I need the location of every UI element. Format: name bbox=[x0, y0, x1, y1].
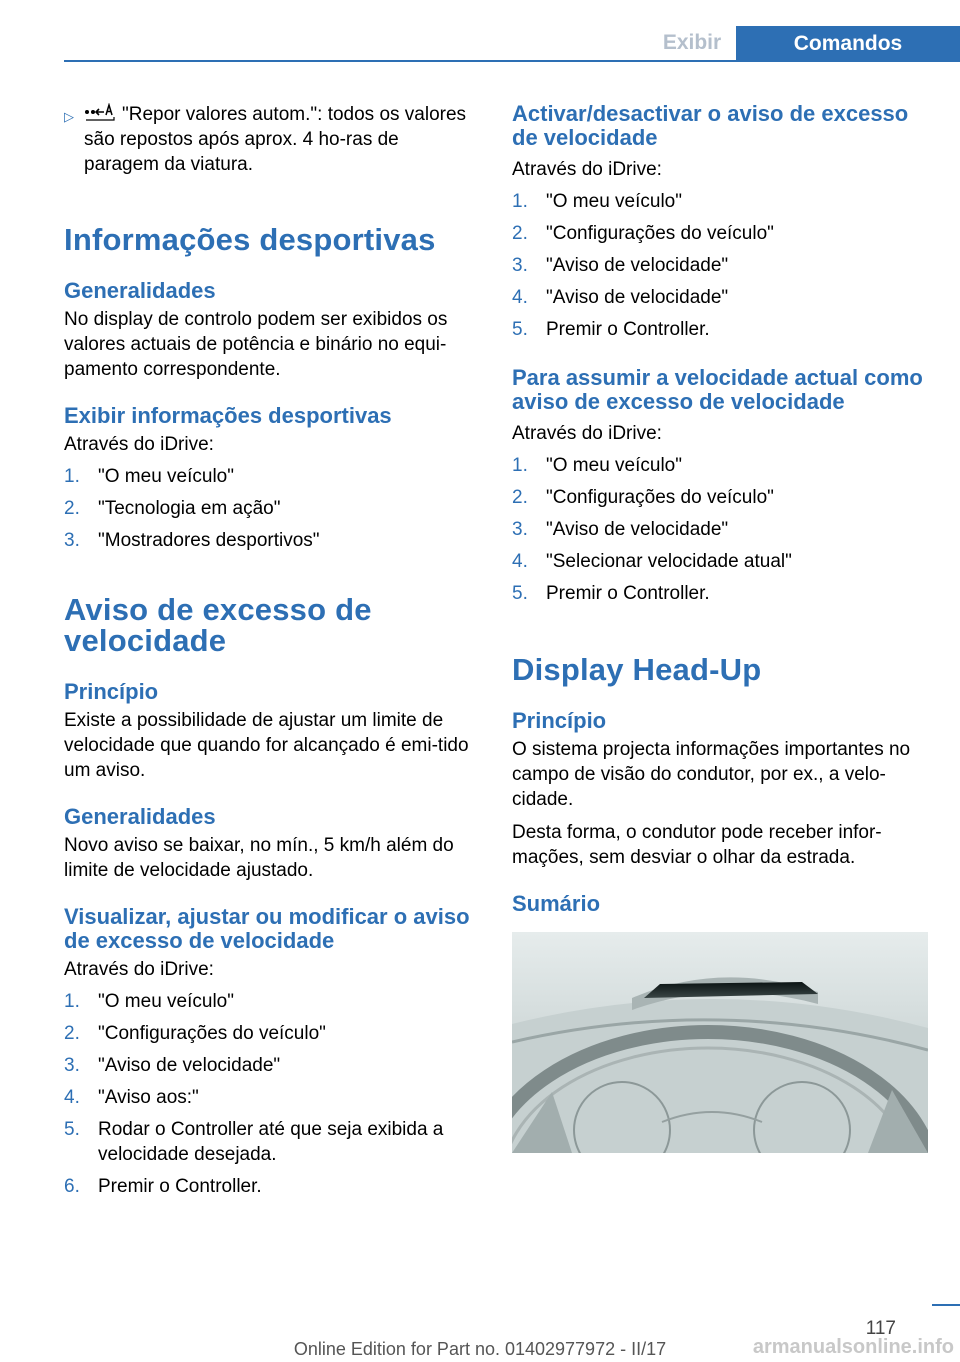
step-text: "Aviso de velocidade" bbox=[546, 287, 729, 308]
step-text: "Mostradores desportivos" bbox=[98, 530, 320, 551]
sports-info-title: Informações desportivas bbox=[64, 222, 436, 257]
show-sports-info-heading: Exibir informações desportivas bbox=[64, 403, 392, 428]
step-text: "O meu veículo" bbox=[546, 191, 682, 212]
triangle-bullet-icon: ▷ bbox=[64, 109, 74, 124]
step-number: 1. bbox=[512, 455, 528, 476]
activate-warning-heading: Activar/desactivar o aviso de excesso de velocidade bbox=[512, 101, 909, 150]
list-item bbox=[64, 1117, 478, 1167]
list-item bbox=[64, 1085, 478, 1110]
list-item bbox=[512, 549, 928, 574]
view-adjust-heading: Visualizar, ajustar ou modificar o aviso de excesso de velocidade bbox=[64, 904, 470, 953]
list-item bbox=[64, 1021, 478, 1046]
header-tab-comandos: Comandos bbox=[736, 26, 960, 62]
step-text: "Aviso de velocidade" bbox=[546, 519, 729, 540]
speed-warning-steps bbox=[64, 989, 478, 1199]
step-number: 2. bbox=[64, 498, 80, 519]
step-number: 1. bbox=[512, 191, 528, 212]
step-number: 3. bbox=[512, 255, 528, 276]
assume-speed-heading: Para assumir a velocidade actual como aviso de excesso de velocidade bbox=[512, 365, 923, 414]
step-number: 2. bbox=[512, 223, 528, 244]
step-number: 3. bbox=[64, 530, 80, 551]
principle-text: Existe a possibilidade de ajustar um limite de velocidade que quando for alcançado é emi-tido um aviso. bbox=[64, 710, 469, 781]
idrive-intro-3: Através do iDrive: bbox=[512, 159, 662, 180]
reset-bullet-text: "Repor valores autom.": todos os valores são repostos após aprox. 4 ho-ras de paragem da viatura. bbox=[84, 104, 467, 175]
page-number: 117 bbox=[865, 1318, 896, 1339]
principle-heading-2: Princípio bbox=[512, 708, 607, 733]
step-text: "O meu veículo" bbox=[98, 466, 234, 487]
reset-bullet-content bbox=[84, 102, 478, 177]
idrive-intro-2: Através do iDrive: bbox=[64, 959, 214, 980]
footer-rule bbox=[932, 1304, 960, 1306]
list-item bbox=[64, 528, 478, 553]
step-text: "Aviso aos:" bbox=[98, 1087, 199, 1108]
header-rule bbox=[64, 60, 960, 62]
general-heading: Generalidades bbox=[64, 278, 216, 303]
list-item bbox=[64, 1174, 478, 1199]
watermark: armanualsonline.info bbox=[752, 1336, 954, 1358]
step-text: "Tecnologia em ação" bbox=[98, 498, 281, 519]
step-number: 2. bbox=[512, 487, 528, 508]
activate-warning-steps bbox=[512, 189, 928, 342]
step-number: 5. bbox=[512, 319, 528, 340]
list-item bbox=[512, 517, 928, 542]
general-text: No display de controlo podem ser exibidos os valores actuais de potência e binário no equi-pamento correspondente. bbox=[64, 309, 448, 380]
edition-text: Online Edition for Part no. 01402977972 - II/17 bbox=[293, 1339, 667, 1359]
auto-reset-icon bbox=[84, 103, 116, 123]
step-number: 4. bbox=[512, 287, 528, 308]
step-number: 2. bbox=[64, 1023, 80, 1044]
step-text: Premir o Controller. bbox=[98, 1176, 262, 1197]
sports-info-steps bbox=[64, 464, 478, 553]
step-text: "Configurações do veículo" bbox=[98, 1023, 326, 1044]
step-text: "Configurações do veículo" bbox=[546, 223, 774, 244]
list-item bbox=[512, 453, 928, 478]
step-number: 4. bbox=[64, 1087, 80, 1108]
step-number: 3. bbox=[64, 1055, 80, 1076]
right-column bbox=[512, 102, 928, 1153]
list-item bbox=[64, 989, 478, 1014]
general-text-2: Novo aviso se baixar, no mín., 5 km/h além do limite de velocidade ajustado. bbox=[64, 835, 454, 881]
list-item bbox=[64, 496, 478, 521]
step-text: "O meu veículo" bbox=[98, 991, 234, 1012]
principle-heading: Princípio bbox=[64, 679, 159, 704]
step-text: Premir o Controller. bbox=[546, 319, 710, 340]
list-item bbox=[512, 253, 928, 278]
general-heading-2: Generalidades bbox=[64, 804, 216, 829]
list-item bbox=[64, 464, 478, 489]
list-item bbox=[512, 581, 928, 606]
hud-principle-text-2: Desta forma, o condutor pode receber infor-mações, sem desviar o olhar da estrada. bbox=[512, 822, 882, 868]
assume-speed-steps bbox=[512, 453, 928, 606]
step-text: "Selecionar velocidade atual" bbox=[546, 551, 792, 572]
hud-principle-text: O sistema projecta informações importantes no campo de visão do condutor, por ex., a velo-cidade. bbox=[512, 739, 911, 810]
step-text: "O meu veículo" bbox=[546, 455, 682, 476]
step-text: "Configurações do veículo" bbox=[546, 487, 774, 508]
summary-heading: Sumário bbox=[512, 891, 601, 916]
head-up-display-illustration bbox=[512, 932, 928, 1153]
reset-bullet bbox=[64, 102, 478, 177]
step-number: 1. bbox=[64, 466, 80, 487]
speed-warning-title: Aviso de excesso de velocidade bbox=[64, 592, 372, 658]
header-tab-exibir: Exibir bbox=[662, 31, 722, 54]
idrive-intro-4: Através do iDrive: bbox=[512, 423, 662, 444]
step-text: Rodar o Controller até que seja exibida a velocidade desejada. bbox=[98, 1119, 444, 1165]
left-column bbox=[64, 102, 478, 1199]
list-item bbox=[512, 285, 928, 310]
list-item bbox=[512, 221, 928, 246]
list-item bbox=[64, 1053, 478, 1078]
list-item bbox=[512, 317, 928, 342]
step-text: Premir o Controller. bbox=[546, 583, 710, 604]
step-number: 1. bbox=[64, 991, 80, 1012]
idrive-intro: Através do iDrive: bbox=[64, 434, 214, 455]
head-up-display-title: Display Head-Up bbox=[512, 652, 762, 687]
list-item bbox=[512, 485, 928, 510]
step-number: 4. bbox=[512, 551, 528, 572]
step-text: "Aviso de velocidade" bbox=[98, 1055, 281, 1076]
step-number: 3. bbox=[512, 519, 528, 540]
step-number: 6. bbox=[64, 1176, 80, 1197]
step-number: 5. bbox=[512, 583, 528, 604]
list-item bbox=[512, 189, 928, 214]
step-text: "Aviso de velocidade" bbox=[546, 255, 729, 276]
step-number: 5. bbox=[64, 1119, 80, 1140]
